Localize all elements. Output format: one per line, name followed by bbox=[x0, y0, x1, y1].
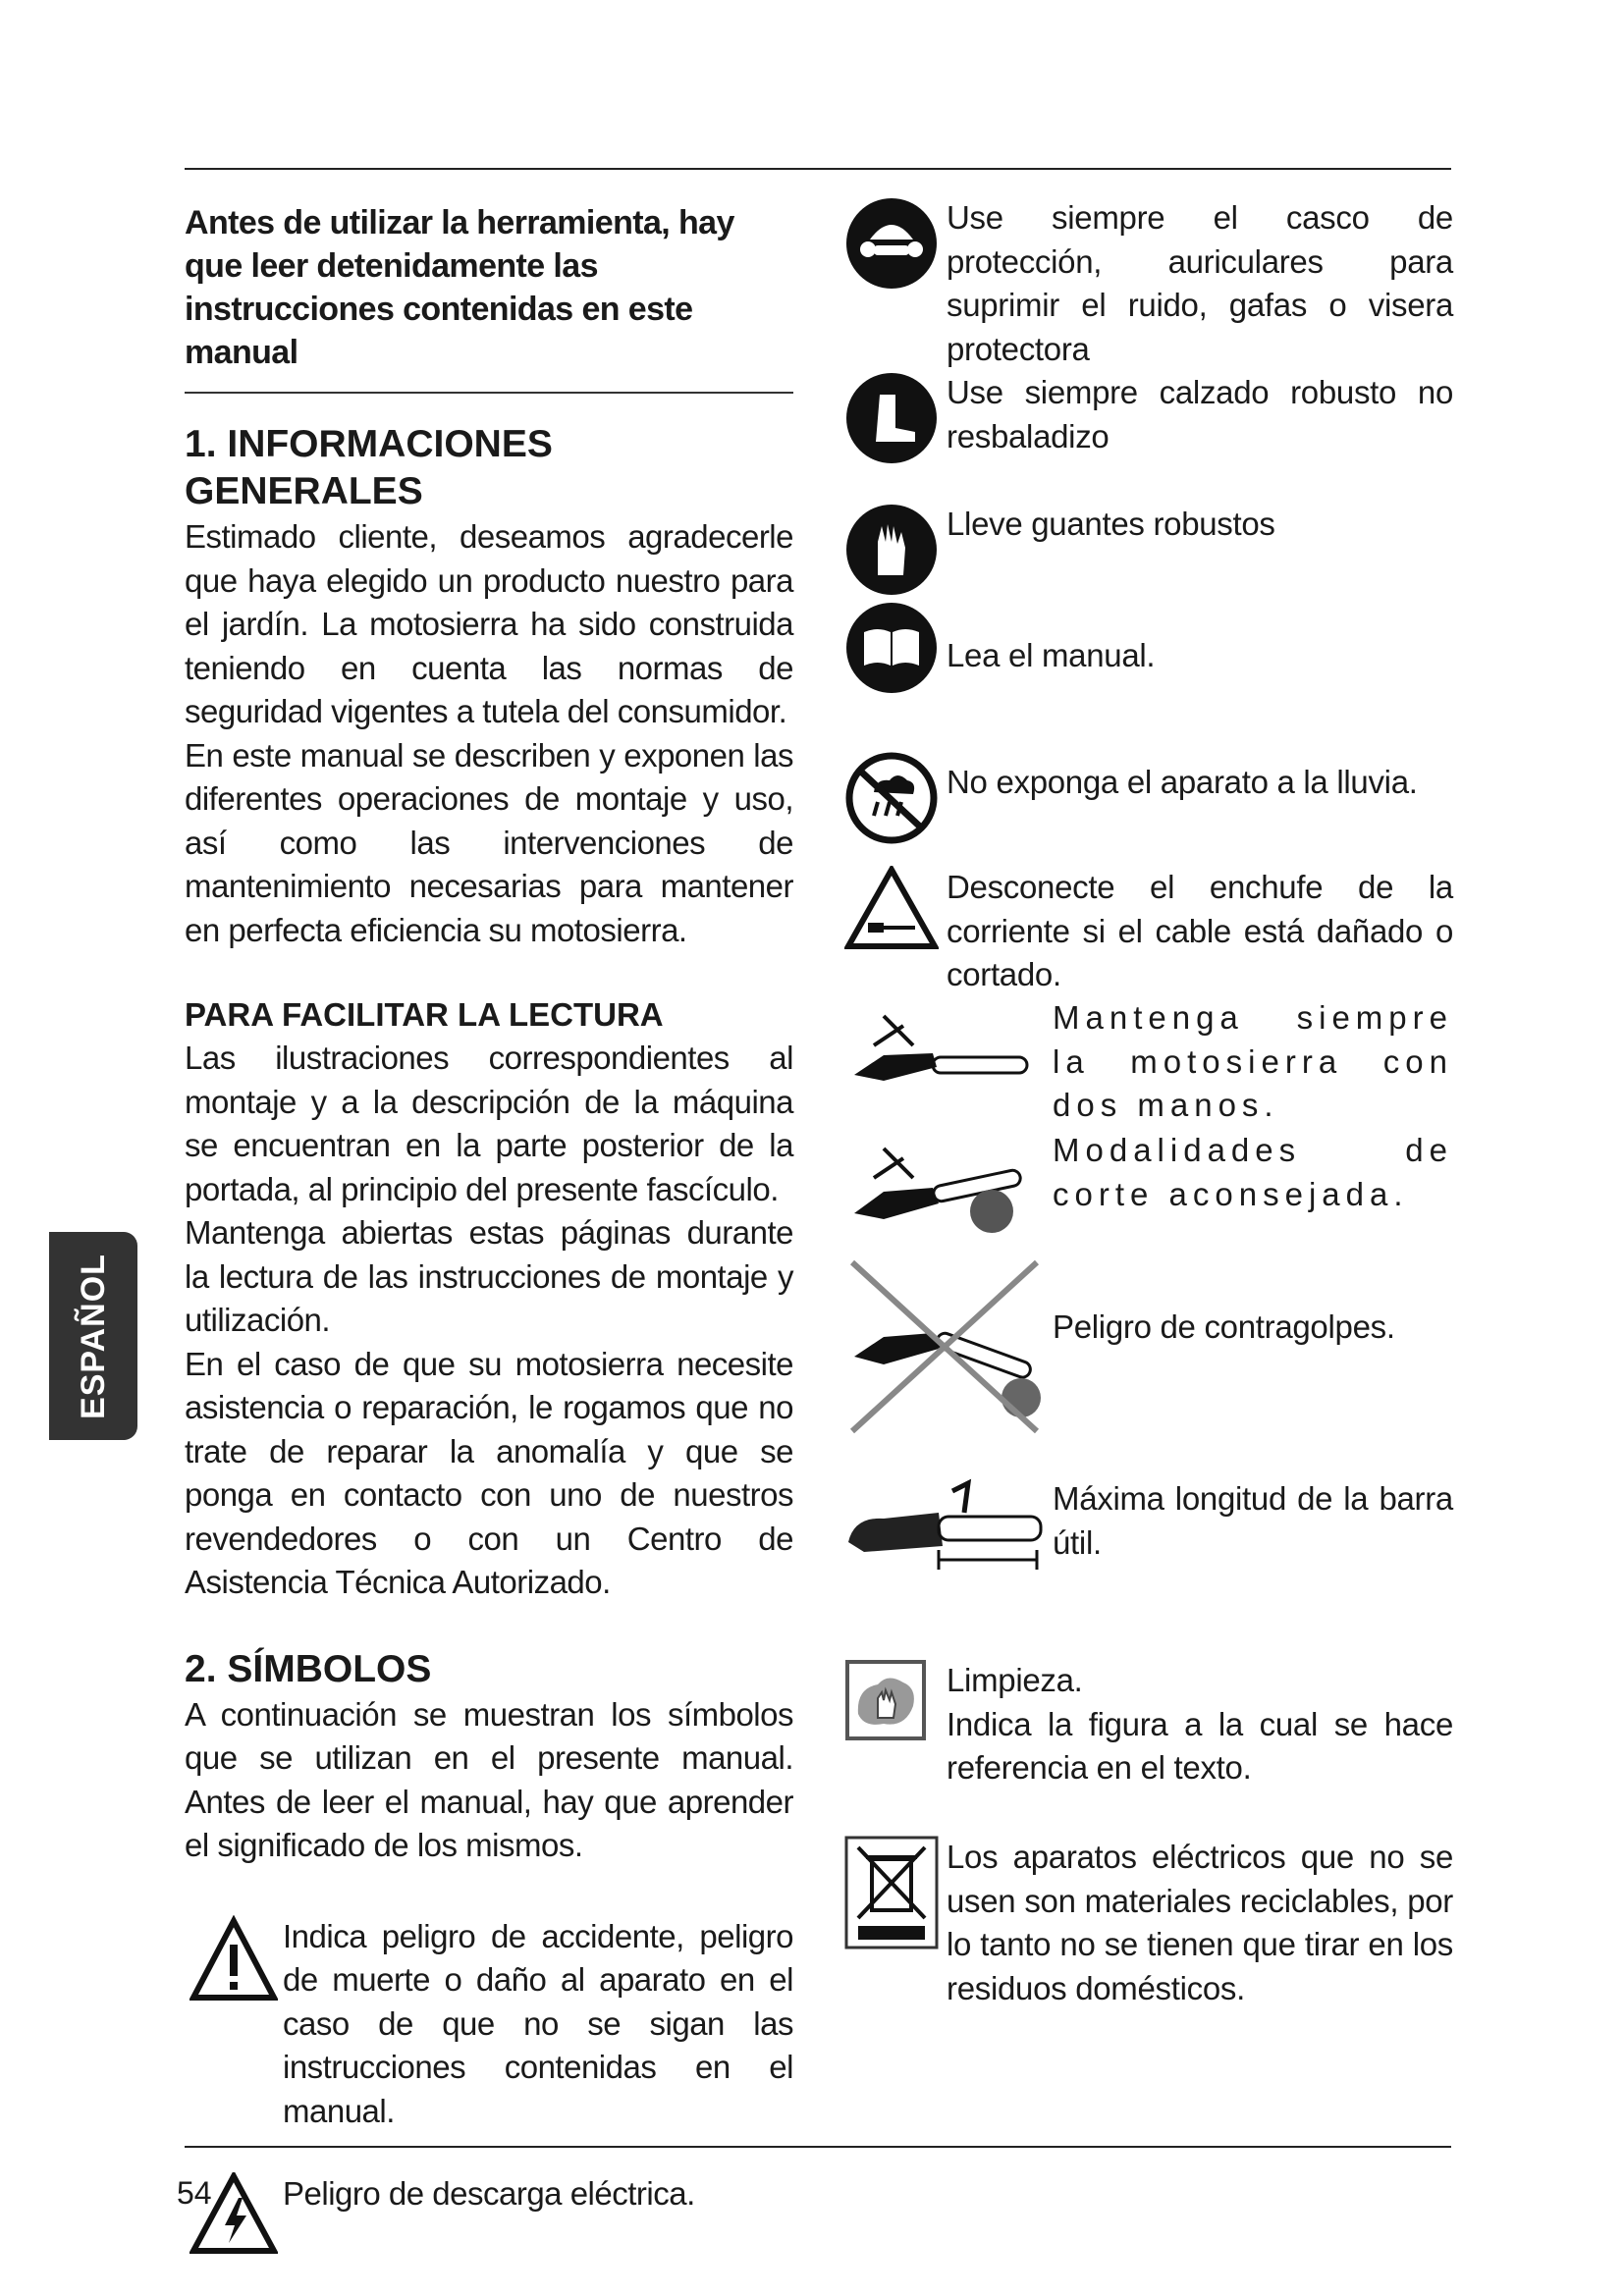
intro-notice: Antes de utilizar la herramienta, hay que leer detenidamente las instrucciones contenidas en este manual bbox=[185, 204, 734, 371]
symbol-weee bbox=[844, 1836, 1453, 2010]
symbol-bar-length-text: Máxima longitud de la barra útil. bbox=[1053, 1480, 1453, 1561]
symbol-cutting-label: Modalidades de corte aconsejada. bbox=[1053, 1132, 1453, 1212]
no-rain-icon bbox=[844, 751, 939, 845]
symbol-boot bbox=[844, 371, 1453, 470]
symbol-rain-text: No exponga el aparato a la lluvia. bbox=[947, 764, 1418, 800]
reading-title: PARA FACILITAR LA LECTURA bbox=[185, 996, 664, 1033]
symbol-cleaning-label: Limpieza. bbox=[947, 1662, 1083, 1698]
symbol-manual bbox=[844, 601, 1453, 700]
top-rule bbox=[185, 168, 1451, 170]
symbol-warning bbox=[185, 1915, 793, 2134]
weee-bin-icon bbox=[844, 1836, 939, 1949]
symbol-two-hands bbox=[844, 996, 1453, 1128]
reading-para3: En el caso de que su motosierra necesite asistencia o reparación, le rogamos que no trate de reparar la anomalía y que se ponga en contacto con uno de nuestros revendedores o con un Centro de Asistencia Técnica Autorizado. bbox=[185, 1345, 793, 1600]
helmet-ear-eye-protection-icon bbox=[844, 196, 939, 291]
symbol-weee-text: Los aparatos eléctricos que no se usen son materiales reciclables, por lo tanto no se tienen que tirar en los residuos domésticos. bbox=[947, 1839, 1453, 2006]
gloves-icon bbox=[844, 503, 939, 597]
language-tab-label: ESPAÑOL bbox=[74, 1253, 112, 1419]
unplug-warning-icon bbox=[844, 866, 939, 950]
symbol-bar-length bbox=[844, 1477, 1453, 1590]
language-tab bbox=[49, 1232, 137, 1440]
symbol-manual-text: Lea el manual. bbox=[947, 637, 1156, 673]
left-column bbox=[185, 201, 793, 2255]
symbol-two-hands-text bbox=[1053, 996, 1453, 1128]
symbol-helmet-text: Use siempre el casco de protección, auriculares para suprimir el ruido, gafas o visera protectora bbox=[947, 199, 1453, 367]
symbol-unplug-text: Desconecte el enchufe de la corriente si el cable está dañado o cortado. bbox=[947, 869, 1453, 992]
section2-para1: A continuación se muestran los símbolos que se utilizan en el presente manual. Antes de leer el manual, hay que aprender el significado de los mismos. bbox=[185, 1695, 793, 1863]
section1-para1: Estimado cliente, deseamos agradecerle que haya elegido un producto nuestro para el jardín. La motosierra ha sido construida teniendo en cuenta las normas de seguridad vigentes a tutela del consumidor. bbox=[185, 518, 793, 729]
symbol-figure-reference-label: Indica la figura a la cual se hace referencia en el texto. bbox=[947, 1705, 1453, 1786]
read-manual-icon bbox=[844, 601, 939, 695]
reading-para2: Mantenga abiertas estas páginas durante la lectura de las instrucciones de montaje y utilización. bbox=[185, 1214, 793, 1338]
cleaning-icon bbox=[844, 1659, 927, 1741]
section2-title: 2. SÍMBOLOS bbox=[185, 1647, 432, 1690]
symbol-cutting bbox=[844, 1129, 1453, 1242]
symbol-warning-text: Indica peligro de accidente, peligro de muerte o daño al aparato en el caso de que no se sigan las instrucciones contenidas en el manual. bbox=[283, 1917, 793, 2129]
kickback-danger-icon bbox=[844, 1258, 1051, 1435]
section1-title: 1. INFORMACIONES GENERALES bbox=[185, 423, 553, 512]
symbol-gloves-text: Lleve guantes robustos bbox=[947, 506, 1275, 542]
symbol-kickback-text: Peligro de contragolpes. bbox=[1053, 1308, 1395, 1345]
cutting-mode-icon bbox=[844, 1129, 1037, 1237]
reading-para1: Las ilustraciones correspondientes al montaje y a la descripción de la máquina se encuentran en la parte posterior de la portada, al principio del presente fascículo. bbox=[185, 1040, 793, 1207]
symbol-boot-text: Use siempre calzado robusto no resbaladizo bbox=[947, 374, 1453, 454]
symbol-helmet bbox=[844, 196, 1453, 371]
symbol-cleaning bbox=[844, 1659, 1453, 1790]
symbol-electric bbox=[185, 2172, 793, 2255]
symbol-electric-text: Peligro de descarga eléctrica. bbox=[283, 2175, 695, 2212]
two-hands-chainsaw-icon bbox=[844, 996, 1037, 1095]
symbol-rain bbox=[844, 751, 1453, 850]
safety-boot-icon bbox=[844, 371, 939, 465]
warning-triangle-icon bbox=[189, 1915, 278, 2003]
symbol-two-hands-label: Mantenga siempre la motosierra con dos manos. bbox=[1053, 999, 1453, 1123]
bottom-rule bbox=[185, 2146, 1451, 2148]
bar-length-icon bbox=[844, 1477, 1051, 1585]
symbol-kickback bbox=[844, 1258, 1453, 1440]
section1-para2: En este manual se describen y exponen las diferentes operaciones de montaje y uso, así como las intervenciones de mantenimiento necesarias para mantener en perfecta eficiencia su motosierra. bbox=[185, 736, 793, 948]
symbol-gloves bbox=[844, 503, 1453, 602]
symbol-unplug bbox=[844, 866, 1453, 997]
page-number: 54 bbox=[177, 2175, 212, 2211]
symbol-cleaning-text bbox=[947, 1659, 1453, 1790]
symbol-cutting-text bbox=[1053, 1129, 1453, 1216]
intro-rule bbox=[185, 392, 793, 394]
